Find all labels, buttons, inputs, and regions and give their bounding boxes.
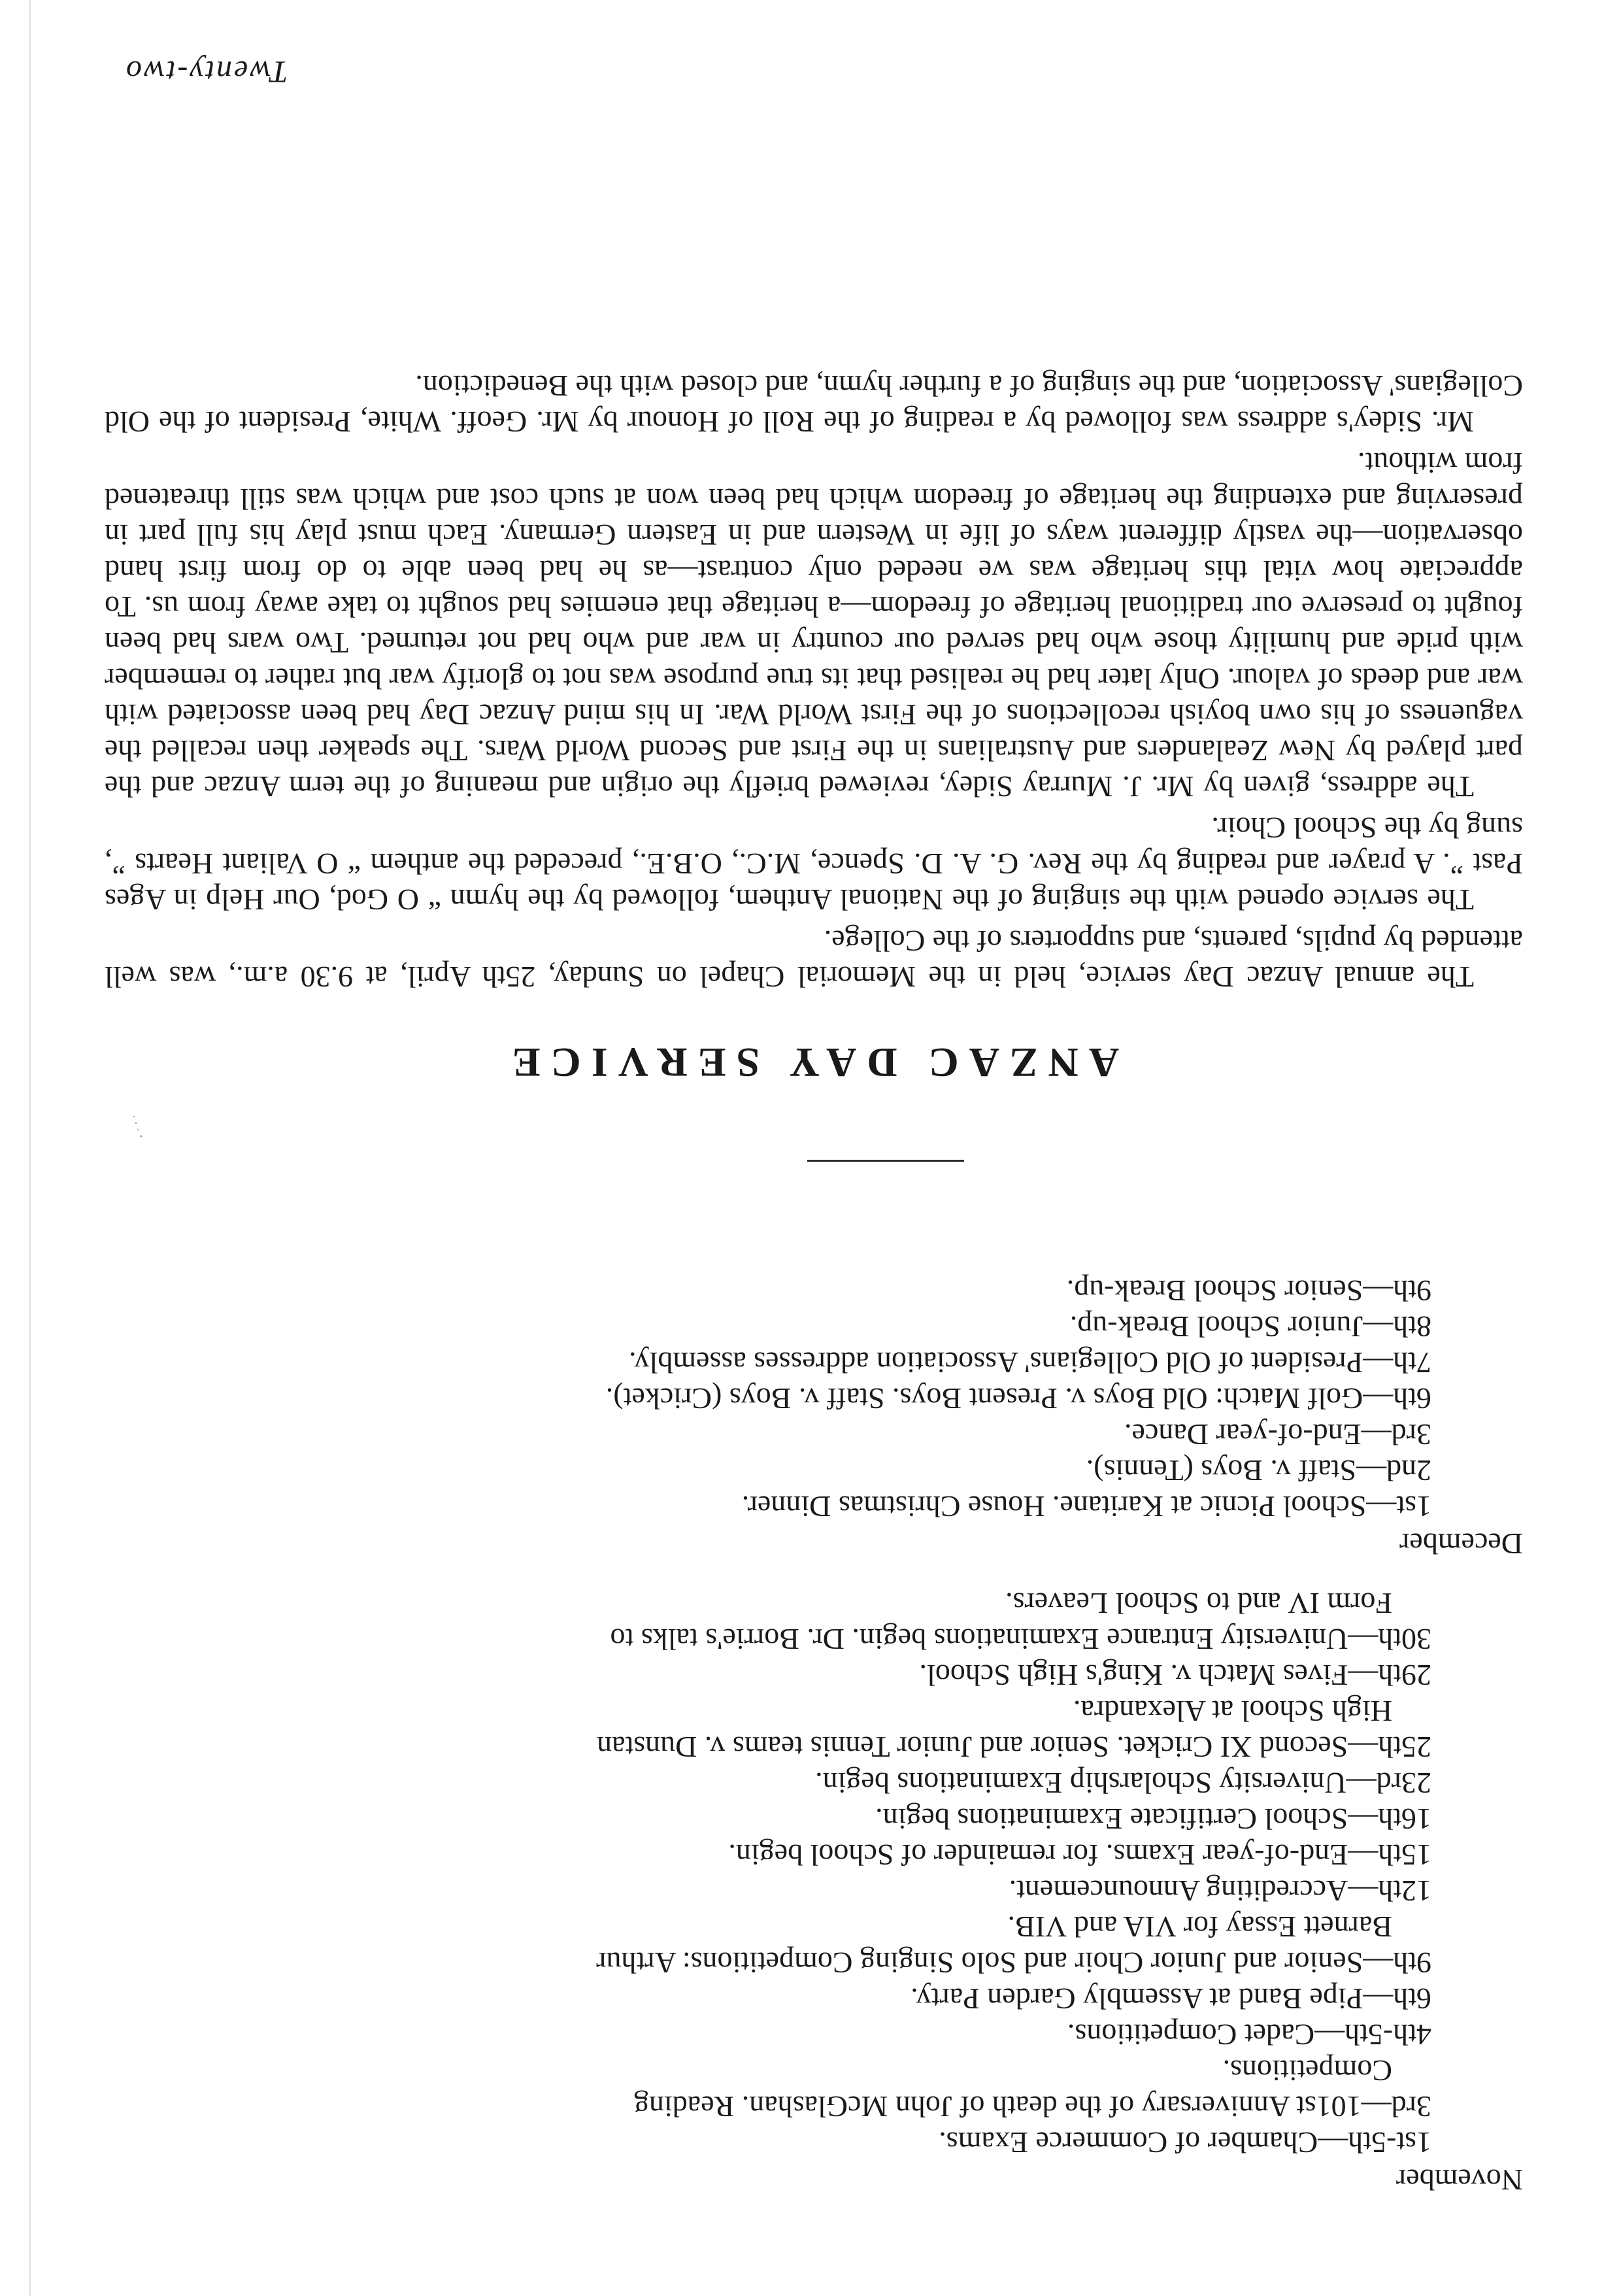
calendar-entry: 15th—End-of-year Exams. for remainder of School begin. (728, 1838, 1431, 1872)
calendar-section (105, 1273, 1523, 2198)
article-paragraph: The address, given by Mr. J. Murray Sidey, reviewed briefly the origin and meaning of the term Anzac and the part played by New Zealanders and Australians in the First and Second World Wars. The speaker then recalled the vagueness of his own boyish recollections of the First World War. In his mind Anzac Day had been associated with war and deeds of valour. Only later had he realised that its true purpose was not to glorify war but rather to remember with pride and humility those who had served our country in war and who had not returned. Two wars had been fought to preserve our traditional heritage of freedom—a heritage that enemies had sought to take away from us. To appreciate how vital this heritage was we needed only contrast—as he had been able to do from first hand observation—the vastly different ways of life in Western and in Eastern Germany. Each must play his full part in preserving and extending the heritage of freedom which had been won at such cost and which was still threatened from without. (105, 447, 1523, 803)
calendar-entry: 3rd—End-of-year Dance. (1124, 1418, 1431, 1451)
calendar-entry: 9th—Senior and Junior Choir and Solo Singing Competitions: Arthur (596, 1946, 1431, 1980)
calendar-entry: 12th—Accrediting Announcement. (1009, 1874, 1431, 1908)
calendar-entry: 25th—Second XI Cricket. Senior and Junior Tennis teams v. Dunstan (597, 1730, 1431, 1764)
article-paragraph: The service opened with the singing of the National Anthem, followed by the hymn “ O God, Our Help in Ages Past ”. A prayer and reading by the Rev. G. A. D. Spence, M.C., O.B.E., preceded the anthem “ O Valiant Hearts ”, sung by the School Choir. (105, 811, 1523, 917)
calendar-entry: High School at Alexandra. (1073, 1695, 1392, 1728)
page-number: Twenty-two (124, 54, 288, 89)
article-body (105, 363, 1523, 995)
calendar-entry: Form IV and to School Leavers. (1005, 1587, 1392, 1620)
scan-edge-shadow (29, 0, 31, 2296)
calendar-entry: 4th-5th—Cadet Competitions. (1067, 2018, 1431, 2051)
december-events (105, 1273, 1523, 1525)
article-paragraph: Mr. Sidey's address was followed by a reading of the Roll of Honour by Mr. Geoff. White, President of the Old Collegians' Association, and the singing of a further hymn, and closed with the Benediction. (105, 369, 1523, 439)
calendar-entry: 30th—University Entrance Examinations begin. Dr. Borrie's talks to (610, 1623, 1431, 1656)
section-divider (807, 1160, 964, 1162)
calendar-entry: 7th—President of Old Collegians' Association addresses assembly. (629, 1346, 1431, 1379)
calendar-entry: 29th—Fives Match v. King's High School. (919, 1659, 1431, 1692)
month-november: November (1395, 2163, 1523, 2197)
november-events (105, 1585, 1523, 2161)
calendar-entry: Competitions. (1222, 2054, 1392, 2087)
calendar-entry: 1st—School Picnic at Karitane. House Christmas Dinner. (741, 1490, 1431, 1523)
scan-specks (131, 1113, 144, 1139)
month-december: December (1399, 1527, 1523, 1561)
calendar-entry: 6th—Golf Match: Old Boys v. Present Boys. Staff v. Boys (Cricket). (605, 1382, 1431, 1415)
calendar-entry: 6th—Pipe Band at Assembly Garden Party. (911, 1982, 1431, 2016)
article-paragraph: The annual Anzac Day service, held in the Memorial Chapel on Sunday, 25th April, at 9.30 a.m., was well attended by pupils, parents, and supporters of the College. (105, 924, 1523, 994)
calendar-entry: 2nd—Staff v. Boys (Tennis). (1086, 1454, 1431, 1487)
article-title: ANZAC DAY SERVICE (501, 1039, 1120, 1086)
calendar-entry: 3rd—101st Anniversary of the death of John McGlashan. Reading (633, 2090, 1431, 2123)
calendar-entry: Barnett Essay for VIA and VIB. (1007, 1910, 1392, 1944)
calendar-entry: 8th—Junior School Break-up. (1069, 1310, 1431, 1343)
calendar-entry: 1st-5th—Chamber of Commerce Exams. (939, 2126, 1431, 2159)
calendar-entry: 23rd—University Scholarship Examinations begin. (815, 1766, 1431, 1800)
calendar-entry: 9th—Senior School Break-up. (1066, 1274, 1431, 1308)
calendar-entry: 16th—School Certificate Examinations begin. (875, 1802, 1431, 1836)
